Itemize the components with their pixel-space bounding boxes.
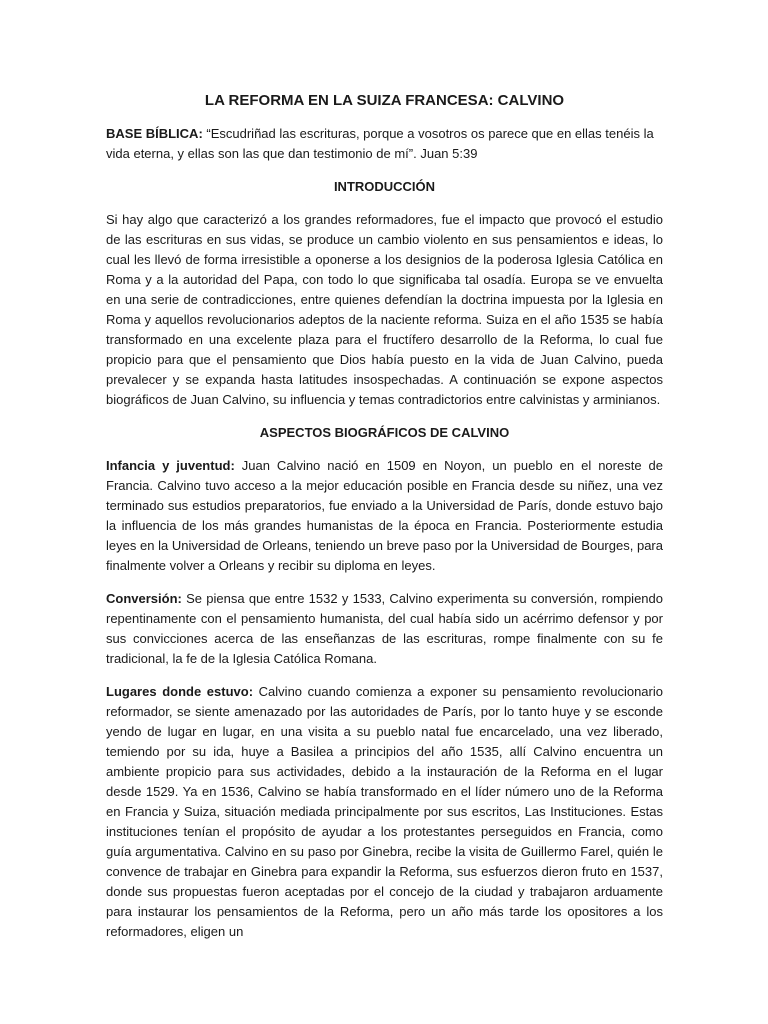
section-lugares-label: Lugares donde estuvo: [106, 684, 254, 699]
document-page [106, 90, 663, 955]
section-lugares [106, 682, 663, 942]
base-biblica-paragraph [106, 124, 663, 164]
section-conversion [106, 589, 663, 669]
section-infancia [106, 456, 663, 576]
section-infancia-label: Infancia y juventud: [106, 458, 235, 473]
intro-heading: INTRODUCCIÓN [333, 179, 436, 194]
base-biblica-text: “Escudriñad las escrituras, porque a vosotros os parece que en ellas tenéis la vida eterna, y ellas son las que dan testimonio de mí”. Juan 5:39 [106, 126, 654, 161]
section-conversion-text: Se piensa que entre 1532 y 1533, Calvino experimenta su conversión, rompiendo repentinamente con el pensamiento humanista, del cual había sido un acérrimo defensor y por sus convicciones acerca de las enseñanzas de las escrituras, rompe finalmente con su fe tradicional, la fe de la Iglesia Católica Romana. [106, 591, 663, 666]
document-title: LA REFORMA EN LA SUIZA FRANCESA: CALVINO [204, 92, 565, 109]
section-conversion-label: Conversión: [106, 591, 182, 606]
bio-heading: ASPECTOS BIOGRÁFICOS DE CALVINO [259, 425, 510, 440]
section-infancia-text: Juan Calvino nació en 1509 en Noyon, un pueblo en el noreste de Francia. Calvino tuvo acceso a la mejor educación posible en Francia desde su niñez, una vez terminado sus estudios preparatorios, fue enviado a la Universidad de París, donde estuvo bajo la influencia de los más grandes humanistas de la época en Francia. Posteriormente estudia leyes en la Universidad de Orleans, teniendo un breve paso por la Universidad de Bourges, para finalmente volver a Orleans y recibir su diploma en leyes. [106, 458, 663, 573]
base-biblica-label: BASE BÍBLICA: [106, 126, 203, 141]
intro-paragraph: Si hay algo que caracterizó a los grandes reformadores, fue el impacto que provocó el estudio de las escrituras en sus vidas, se produce un cambio violento en sus pensamientos e ideas, lo cual les llevó de forma irresistible a oponerse a los designios de la poderosa Iglesia Católica en Roma y a la autoridad del Papa, con todo lo que significaba tal osadía. Europa se ve envuelta en una serie de contradicciones, entre quienes defendían la doctrina impuesta por la Iglesia en Roma y aquellos revolucionarios adeptos de la naciente reforma. Suiza en el año 1535 se había transformado en una excelente plaza para el fructífero desarrollo de la Reforma, lo cual fue propicio para que el pensamiento que Dios había puesto en la vida de Juan Calvino, pueda prevalecer y se expanda hasta latitudes insospechadas. A continuación se expone aspectos biográficos de Juan Calvino, su influencia y temas contradictorios entre calvinistas y arminianos. [106, 212, 663, 407]
section-lugares-text: Calvino cuando comienza a exponer su pensamiento revolucionario reformador, se siente amenazado por las autoridades de París, por lo tanto huye y se esconde yendo de lugar en lugar, en una visita a su pueblo natal fue encarcelado, una vez liberado, temiendo por su ida, huye a Basilea a principios del año 1535, allí Calvino encuentra un ambiente propicio para sus actividades, debido a la instauración de la Reforma en el lugar desde 1529. Ya en 1536, Calvino se había transformado en el líder número uno de la Reforma en Francia y Suiza, situación mediada principalmente por sus escritos, Las Instituciones. Estas instituciones tenían el propósito de ayudar a los protestantes perseguidos en Francia, como guía argumentativa. Calvino en su paso por Ginebra, recibe la visita de Guillermo Farel, quién le convence de trabajar en Ginebra para expandir la Reforma, sus esfuerzos dieron fruto en 1537, donde sus propuestas fueron aceptadas por el concejo de la ciudad y trabajaron arduamente para instaurar los pensamientos de la Reforma, pero un año más tarde los opositores a los reformadores, eligen un [106, 684, 663, 939]
